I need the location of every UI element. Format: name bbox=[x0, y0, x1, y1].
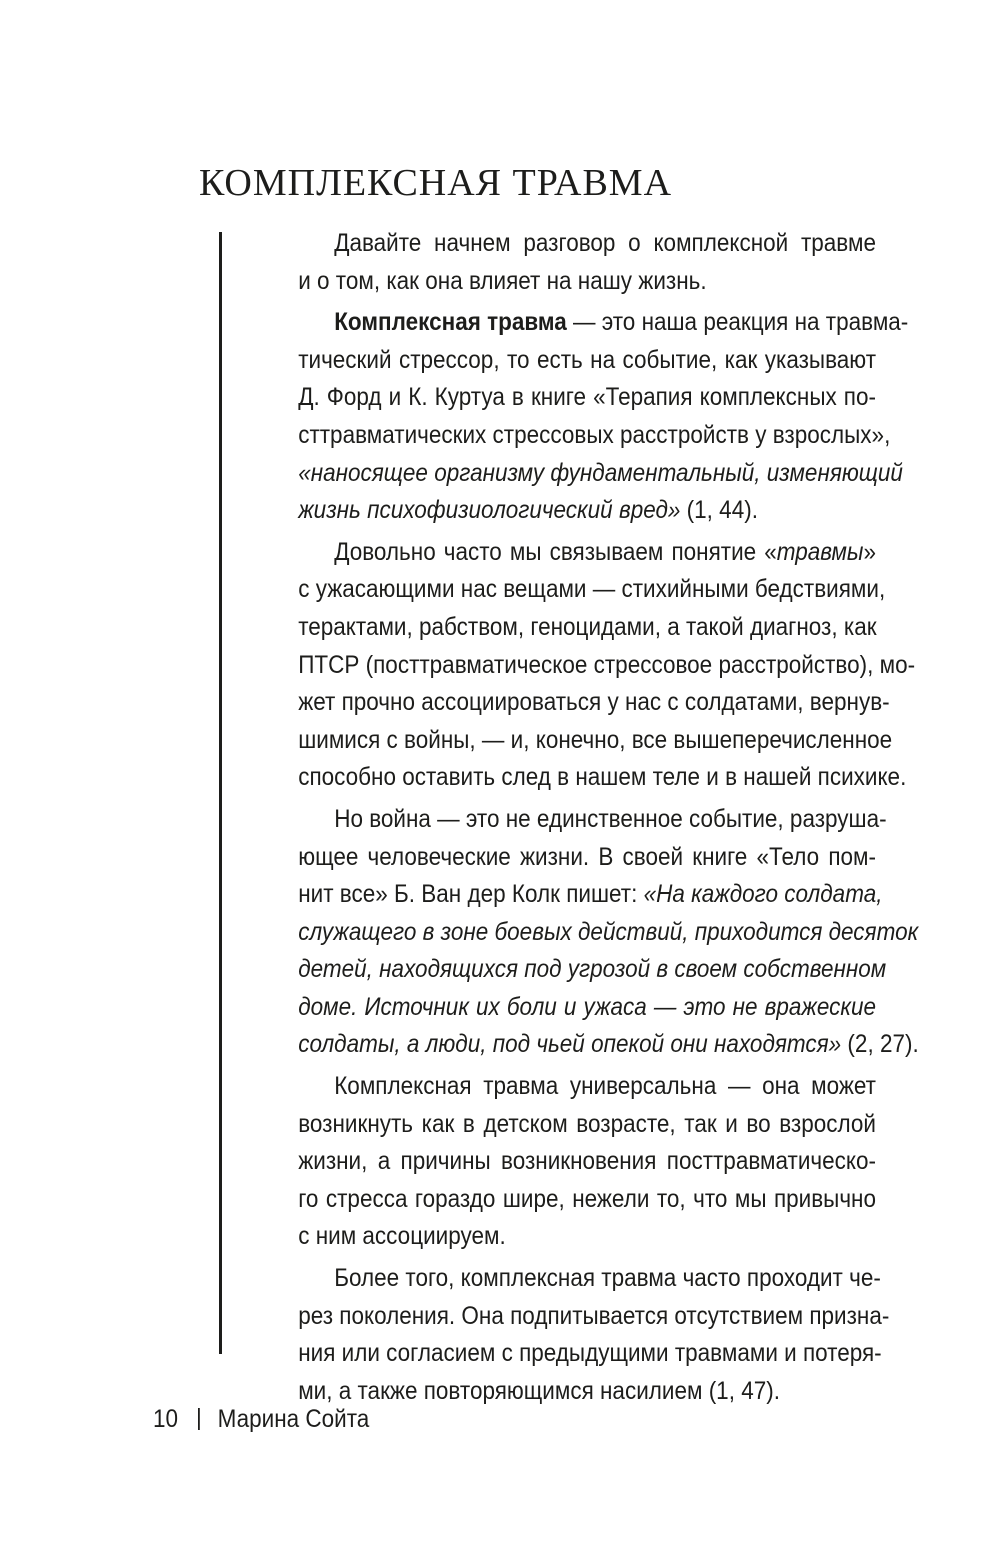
quote-fragment: детей, находящихся под угрозой в своем собственном bbox=[298, 955, 887, 984]
text-line: Более того, комплексная травма часто проходит че- bbox=[334, 1264, 881, 1293]
text-line bbox=[264, 304, 909, 342]
text-line bbox=[264, 914, 919, 952]
text-line: жизни, а причины возникновения посттравматическо- bbox=[298, 1147, 876, 1176]
emphasis-word: травмы bbox=[776, 537, 864, 566]
author-name: Марина Сойта bbox=[217, 1405, 370, 1433]
body-text bbox=[264, 225, 919, 1414]
text-line: ния или согласием с предыдущими травмами и потеря- bbox=[298, 1339, 882, 1368]
text-line bbox=[264, 876, 883, 914]
text-line: способно оставить след в нашем теле и в нашей психике. bbox=[298, 763, 907, 792]
page-footer bbox=[153, 1404, 369, 1434]
text-line bbox=[264, 455, 903, 493]
text-line: ПТСР (посттравматическое стрессовое расстройство), мо- bbox=[298, 650, 916, 679]
footer-separator bbox=[198, 1408, 200, 1430]
quote-fragment: «наносящее организму фундаментальный, изменяющий bbox=[298, 458, 903, 487]
text-line: с ужасающими нас вещами — стихийными бедствиями, bbox=[298, 575, 886, 604]
text-line: сттравматических стрессовых расстройств у взрослых», bbox=[298, 420, 891, 449]
quote-fragment: солдаты, а люди, под чьей опекой они находятся» bbox=[298, 1030, 842, 1059]
page-number: 10 bbox=[153, 1405, 179, 1433]
text-line: го стресса гораздо шире, нежели то, что мы привычно bbox=[298, 1184, 876, 1213]
text-line: шимися с войны, — и, конечно, все вышеперечисленное bbox=[298, 725, 893, 754]
text-line: ми, а также повторяющимся насилием (1, 47). bbox=[298, 1376, 780, 1405]
text-line bbox=[264, 989, 876, 1027]
citation: (1, 44). bbox=[680, 496, 758, 525]
text-line bbox=[264, 1026, 919, 1064]
text-line: Но война — это не единственное событие, разруша- bbox=[334, 804, 887, 833]
quote-fragment: «На каждого солдата, bbox=[643, 880, 883, 909]
term-complex-trauma: Комплексная травма bbox=[334, 308, 567, 337]
paragraph-5 bbox=[264, 1068, 876, 1256]
text-line bbox=[264, 492, 876, 530]
paragraph-2 bbox=[264, 304, 909, 530]
text-line: терактами, рабством, геноцидами, а такой диагноз, как bbox=[298, 612, 877, 641]
quote-fragment: доме. Источник их боли и ужаса — это не вражеские bbox=[298, 992, 876, 1021]
text-line: с ним ассоциируем. bbox=[298, 1222, 506, 1251]
paragraph-6 bbox=[264, 1260, 890, 1410]
text-line: Комплексная травма универсальна — она может bbox=[334, 1072, 876, 1101]
text-line: ющее человеческие жизни. В своей книге «Тело пом- bbox=[298, 842, 876, 871]
text-line: возникнуть как в детском возрасте, так и во взрослой bbox=[298, 1109, 876, 1138]
text-line: Давайте начнем разговор о комплексной травме bbox=[334, 229, 876, 257]
quote-fragment: служащего в зоне боевых действий, приходится десяток bbox=[298, 917, 919, 946]
citation: (2, 27). bbox=[841, 1030, 919, 1059]
text-line bbox=[264, 951, 887, 989]
chapter-title: КОМПЛЕКСНАЯ ТРАВМА bbox=[199, 162, 673, 204]
paragraph-3 bbox=[264, 534, 916, 797]
text-line: рез поколения. Она подпитывается отсутствием призна- bbox=[298, 1301, 890, 1330]
text-line: Д. Форд и К. Куртуа в книге «Терапия комплексных по- bbox=[298, 383, 876, 412]
text-line: и о том, как она влияет на нашу жизнь. bbox=[298, 266, 707, 295]
text-fragment: » bbox=[863, 537, 876, 566]
paragraph-1 bbox=[264, 225, 876, 300]
left-vertical-rule bbox=[219, 232, 222, 1354]
text-fragment: нит все» Б. Ван дер Колк пишет: bbox=[298, 880, 644, 909]
paragraph-4 bbox=[264, 801, 919, 1064]
text-fragment: Довольно часто мы связываем понятие « bbox=[334, 537, 777, 566]
quote-fragment: жизнь психофизиологический вред» bbox=[298, 496, 681, 525]
text-line: жет прочно ассоциироваться у нас с солдатами, вернув- bbox=[298, 688, 890, 717]
text-line bbox=[264, 534, 876, 572]
text-fragment: — это наша реакция на травма- bbox=[566, 308, 909, 337]
text-line: тический стрессор, то есть на событие, как указывают bbox=[298, 345, 876, 374]
